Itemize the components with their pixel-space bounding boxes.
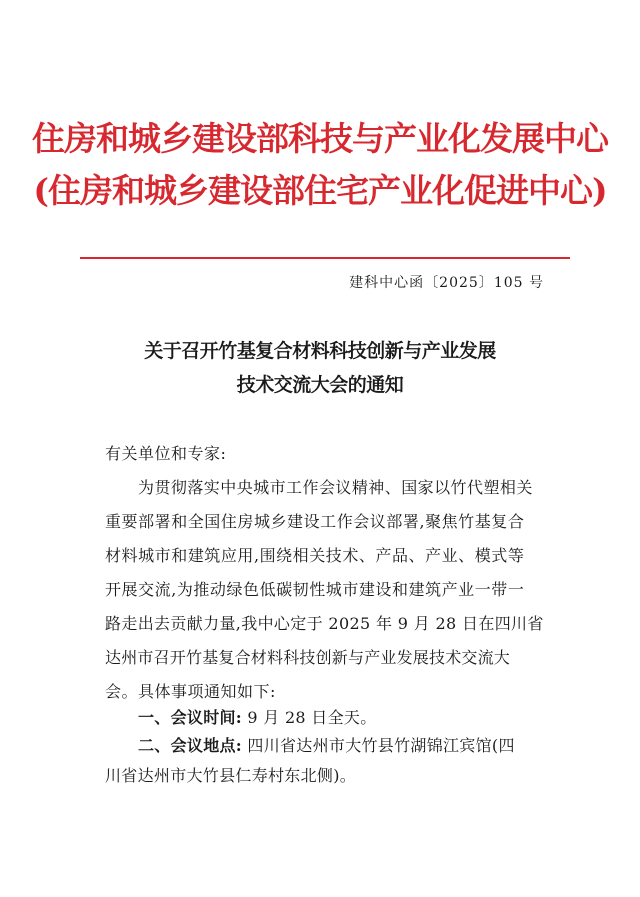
notice-title-line-2: 技术交流大会的通知 [236,374,404,396]
intro-line-5: 路走出去贡献力量,我中心定于 2025 年 9 月 28 日在四川省 [105,614,544,633]
intro-line-3: 材料城市和建筑应用,围绕相关技术、产品、产业、模式等 [105,546,525,565]
item-meeting-time-label: 一、会议时间: [138,708,243,727]
item-meeting-time-value: 9 月 28 日全天。 [247,708,377,727]
item-meeting-location-continuation: 川省达州市大竹县仁寿村东北侧)。 [105,766,357,785]
red-divider [80,257,570,259]
intro-line-4: 开展交流,为推动绿色低碳韧性城市建设和建筑产业一带一 [105,580,525,599]
intro-line-7: 会。具体事项通知如下: [105,682,276,701]
intro-line-6: 达州市召开竹基复合材料科技创新与产业发展技术交流大 [105,648,511,667]
item-meeting-location-value: 四川省达州市大竹县竹湖锦江宾馆(四 [247,736,515,755]
intro-line-2: 重要部署和全国住房城乡建设工作会议部署,聚焦竹基复合 [105,512,525,531]
notice-title-line-1: 关于召开竹基复合材料科技创新与产业发展 [144,340,496,362]
org-name-line-2: (住房和城乡建设部住宅产业化促进中心) [33,171,607,210]
org-name-line-1: 住房和城乡建设部科技与产业化发展中心 [32,119,608,158]
salutation: 有关单位和专家: [105,444,227,463]
item-meeting-location-label: 二、会议地点: [138,736,243,755]
document-number: 建科中心函〔2025〕105 号 [349,275,544,291]
intro-line-1: 为贯彻落实中央城市工作会议精神、国家以竹代塑相关 [138,478,533,497]
item-meeting-location [138,733,515,759]
item-meeting-time [138,705,377,731]
